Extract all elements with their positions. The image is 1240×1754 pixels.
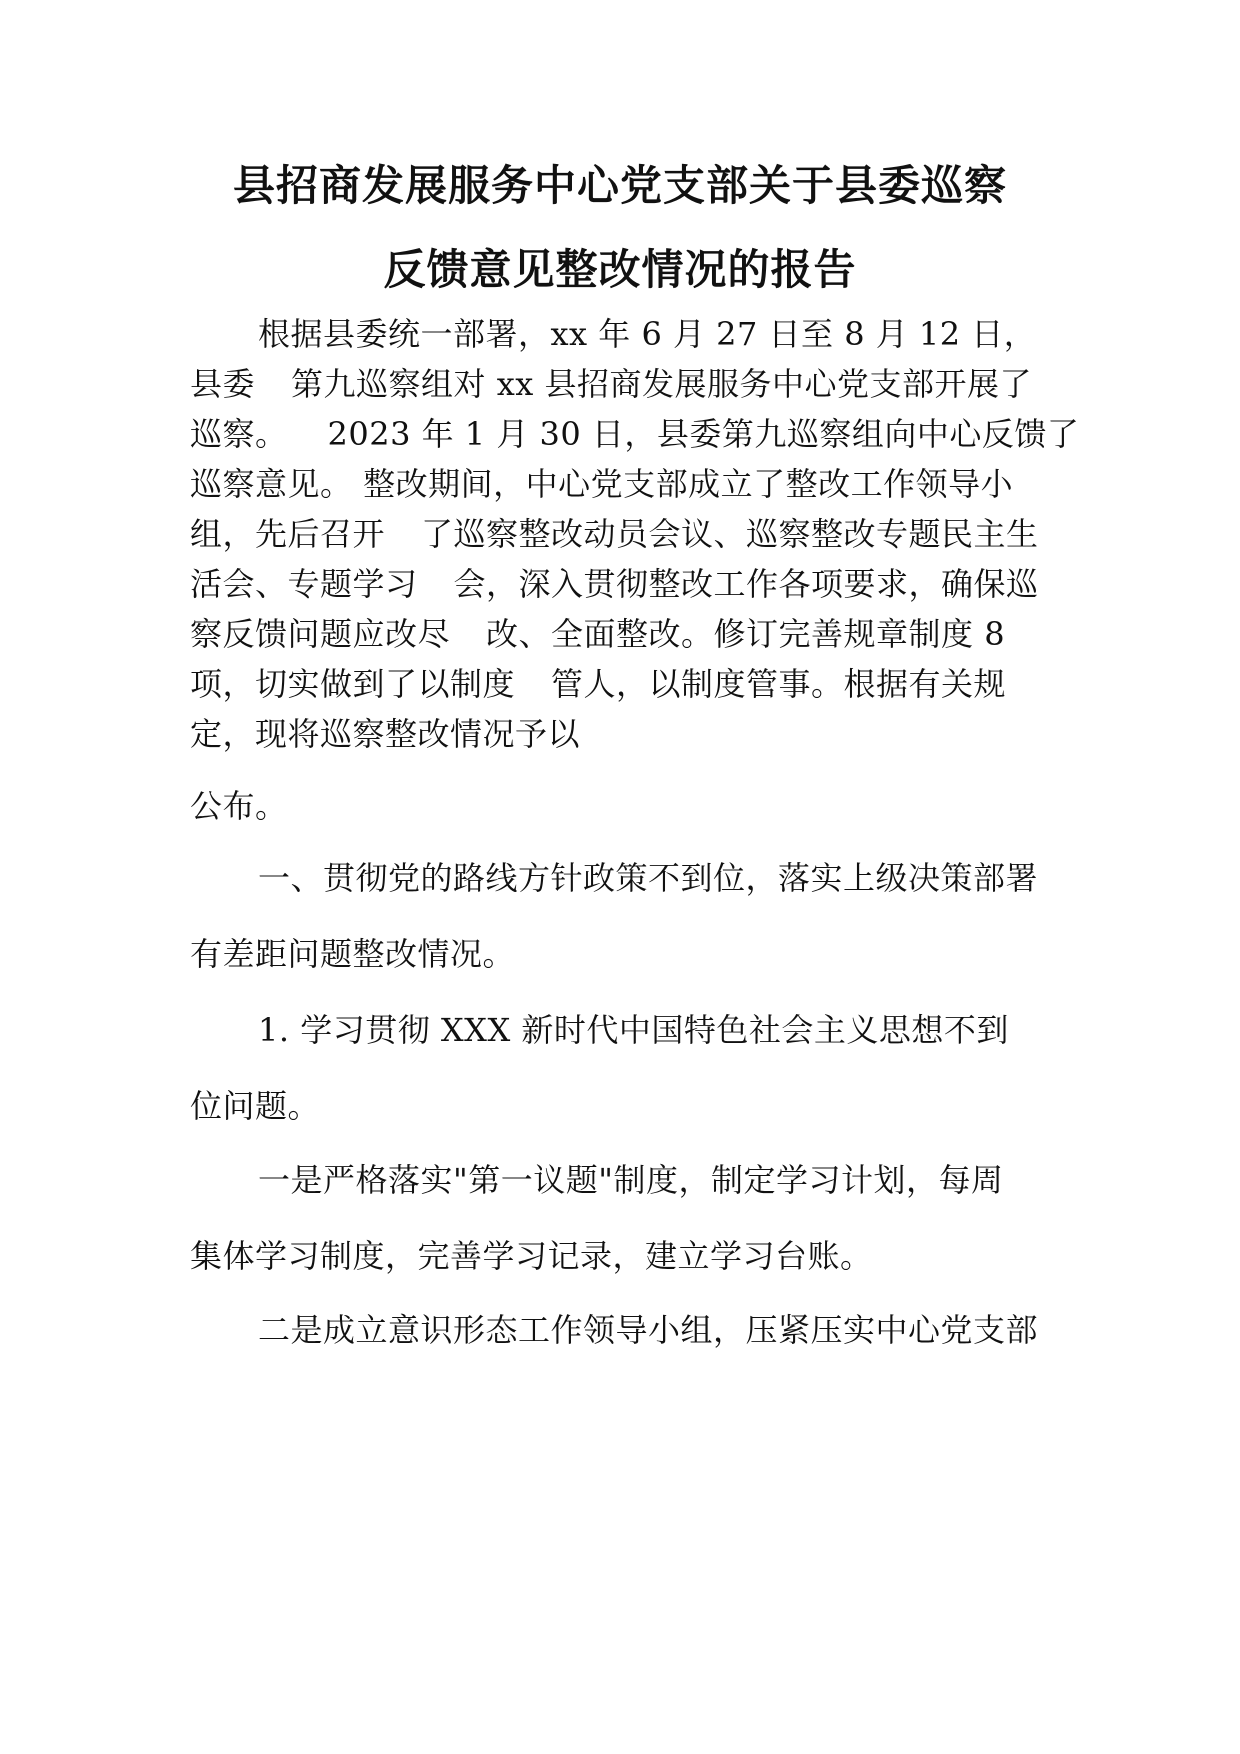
intro-line-2-part-b: 第九巡察组对 xx 县招商发展服务中心党支部开展了 xyxy=(291,365,1032,403)
item-1-line-2: 位问题。 xyxy=(190,1087,321,1125)
point-2-line-1: 二是成立意识形态工作领导小组，压紧压实中心党支部 xyxy=(258,1311,1039,1349)
intro-line-7-part-a: 察反馈问题应改尽 xyxy=(190,615,451,653)
intro-line-8-part-a: 项，切实做到了以制度 xyxy=(190,665,516,703)
intro-line-7-part-b: 改、全面整改。修订完善规章制度 8 xyxy=(486,615,1006,653)
point-1-line-1: 一是严格落实"第一议题"制度，制定学习计划，每周 xyxy=(258,1161,1004,1199)
intro-line-6-part-a: 活会、专题学习 xyxy=(190,565,418,603)
intro-line-10: 公布。 xyxy=(190,787,288,825)
intro-line-5-part-a: 组，先后召开 xyxy=(190,515,386,553)
intro-line-9: 定，现将巡察整改情况予以 xyxy=(190,715,581,753)
report-title-line-1: 县招商发展服务中心党支部关于县委巡察 xyxy=(232,161,1007,210)
intro-line-3 xyxy=(190,414,1079,454)
intro-line-4: 巡察意见。 整改期间，中心党支部成立了整改工作领导小 xyxy=(190,465,1014,503)
report-title-line-2: 反馈意见整改情况的报告 xyxy=(383,245,857,294)
intro-line-3-part-a: 巡察。 xyxy=(190,415,288,453)
intro-line-8-part-b: 管人，以制度管事。根据有关规 xyxy=(551,665,1007,703)
intro-line-3-part-b: 2023 年 1 月 30 日，县委第九巡察组向中心反馈了 xyxy=(327,415,1080,453)
intro-line-2 xyxy=(190,364,1032,404)
intro-line-8 xyxy=(190,664,1006,704)
point-1-line-2: 集体学习制度，完善学习记录，建立学习台账。 xyxy=(190,1237,873,1275)
intro-line-1: 根据县委统一部署，xx 年 6 月 27 日至 8 月 12 日， xyxy=(258,315,1037,353)
intro-line-5-part-b: 了巡察整改动员会议、巡察整改专题民主生 xyxy=(421,515,1039,553)
intro-line-2-part-a: 县委 xyxy=(190,365,256,403)
intro-line-7 xyxy=(190,614,1005,654)
section-1-heading-line-1: 一、贯彻党的路线方针政策不到位，落实上级决策部署 xyxy=(258,859,1039,897)
intro-line-6-part-b: 会，深入贯彻整改工作各项要求，确保巡 xyxy=(453,565,1039,603)
intro-line-5 xyxy=(190,514,1039,554)
intro-line-6 xyxy=(190,564,1039,604)
item-1-line-1: 1. 学习贯彻 XXX 新时代中国特色社会主义思想不到 xyxy=(258,1011,1009,1049)
section-1-heading-line-2: 有差距问题整改情况。 xyxy=(190,935,516,973)
